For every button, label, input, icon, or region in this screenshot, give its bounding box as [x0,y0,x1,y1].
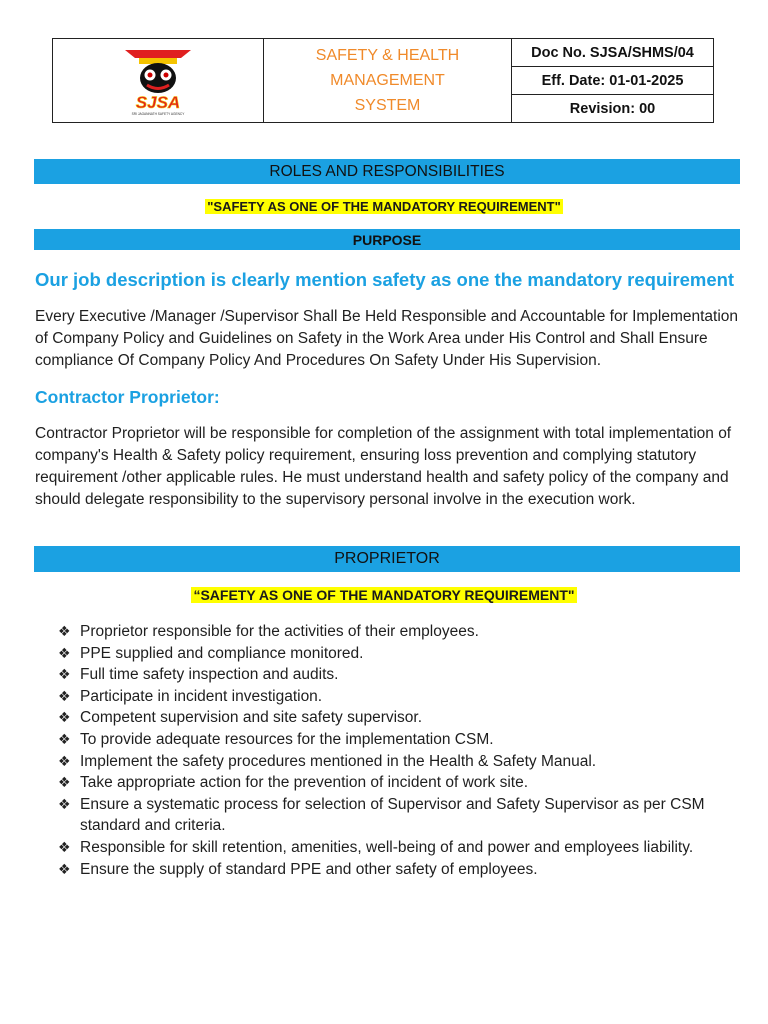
list-item [58,643,748,665]
title-line-1: SAFETY & HEALTH [315,47,460,64]
list-item-text: Ensure a systematic process for selection of Supervisor and Safety Supervisor as per CSM standard and criteria. [80,795,705,835]
list-item-text: Implement the safety procedures mentioned in the Health & Safety Manual. [80,752,597,770]
list-item-text: Full time safety inspection and audits. [80,666,339,684]
list-item [58,729,748,751]
title-line-2: MANAGEMENT [330,72,445,89]
diamond-bullet-icon: ❖ [58,860,71,877]
logo-tagline: SRI JAGANNATH SAFETY AGENCY [131,111,185,116]
list-item [58,859,748,881]
diamond-bullet-icon: ❖ [58,623,71,639]
mandatory-requirement-highlight [0,199,768,214]
diamond-bullet-icon: ❖ [58,838,71,855]
list-item-text: PPE supplied and compliance monitored. [80,644,364,662]
contractor-proprietor-heading: Contractor Proprietor: [35,387,220,407]
diamond-bullet-icon: ❖ [58,752,71,769]
list-item-text: Competent supervision and site safety supervisor. [80,709,423,727]
list-item [58,751,748,773]
diamond-bullet-icon: ❖ [58,774,71,791]
purpose-bar: PURPOSE [34,229,740,250]
list-item [58,772,748,794]
company-logo [123,44,193,118]
doc-number: Doc No. SJSA/SHMS/04 [512,39,714,67]
list-item [58,837,748,859]
diamond-bullet-icon: ❖ [58,644,71,661]
list-item-text: To provide adequate resources for the implementation CSM. [80,730,494,748]
proprietor-highlight [0,587,768,603]
list-item [58,621,748,643]
document-header [52,38,714,123]
list-item-text: Participate in incident investigation. [80,687,323,705]
list-item-text: Proprietor responsible for the activities of their employees. [80,623,479,640]
proprietor-duties-list [58,621,748,880]
title-line-3: SYSTEM [354,97,421,114]
responsibility-paragraph: Every Executive /Manager /Supervisor Shall Be Held Responsible and Accountable for Implementation of Company Policy and Guidelines on Safety in the Work Area under His Control and Shall Ensure compliance Of Company Policy And Procedures On Safety Under His Supervision. [35,308,739,369]
roles-responsibilities-bar: ROLES AND RESPONSIBILITIES [34,159,740,184]
highlight-text: “SAFETY AS ONE OF THE MANDATORY REQUIREMENT" [193,587,575,603]
highlight-text: "SAFETY AS ONE OF THE MANDATORY REQUIREMENT" [207,199,561,214]
logo-text: SJSA [135,92,181,112]
diamond-bullet-icon: ❖ [58,709,71,726]
contractor-paragraph: Contractor Proprietor will be responsible for completion of the assignment with total implementation of company's Health & Safety policy requirement, ensuring loss prevention and complying statutory requirement /other applicable rules. He must understand health and safety policy of the company and should delegate responsibility to the supervisory personal involve in the execution work. [35,425,732,508]
logo-cell [53,39,264,123]
effective-date: Eff. Date: 01-01-2025 [512,67,714,95]
list-item-text: Ensure the supply of standard PPE and other safety of employees. [80,860,538,878]
list-item [58,664,748,686]
list-item-text: Take appropriate action for the prevention of incident of work site. [80,774,529,792]
list-item [58,686,748,708]
diamond-bullet-icon: ❖ [58,795,71,812]
diamond-bullet-icon: ❖ [58,666,71,683]
list-item [58,794,748,837]
job-description-heading: Our job description is clearly mention safety as one the mandatory requirement [35,269,735,290]
proprietor-bar: PROPRIETOR [34,546,740,572]
list-item [58,707,748,729]
list-item-text: Responsible for skill retention, amenities, well-being of and power and employees liability. [80,838,694,856]
system-title [264,39,512,123]
diamond-bullet-icon: ❖ [58,730,71,747]
diamond-bullet-icon: ❖ [58,687,71,704]
revision-number: Revision: 00 [512,95,714,123]
